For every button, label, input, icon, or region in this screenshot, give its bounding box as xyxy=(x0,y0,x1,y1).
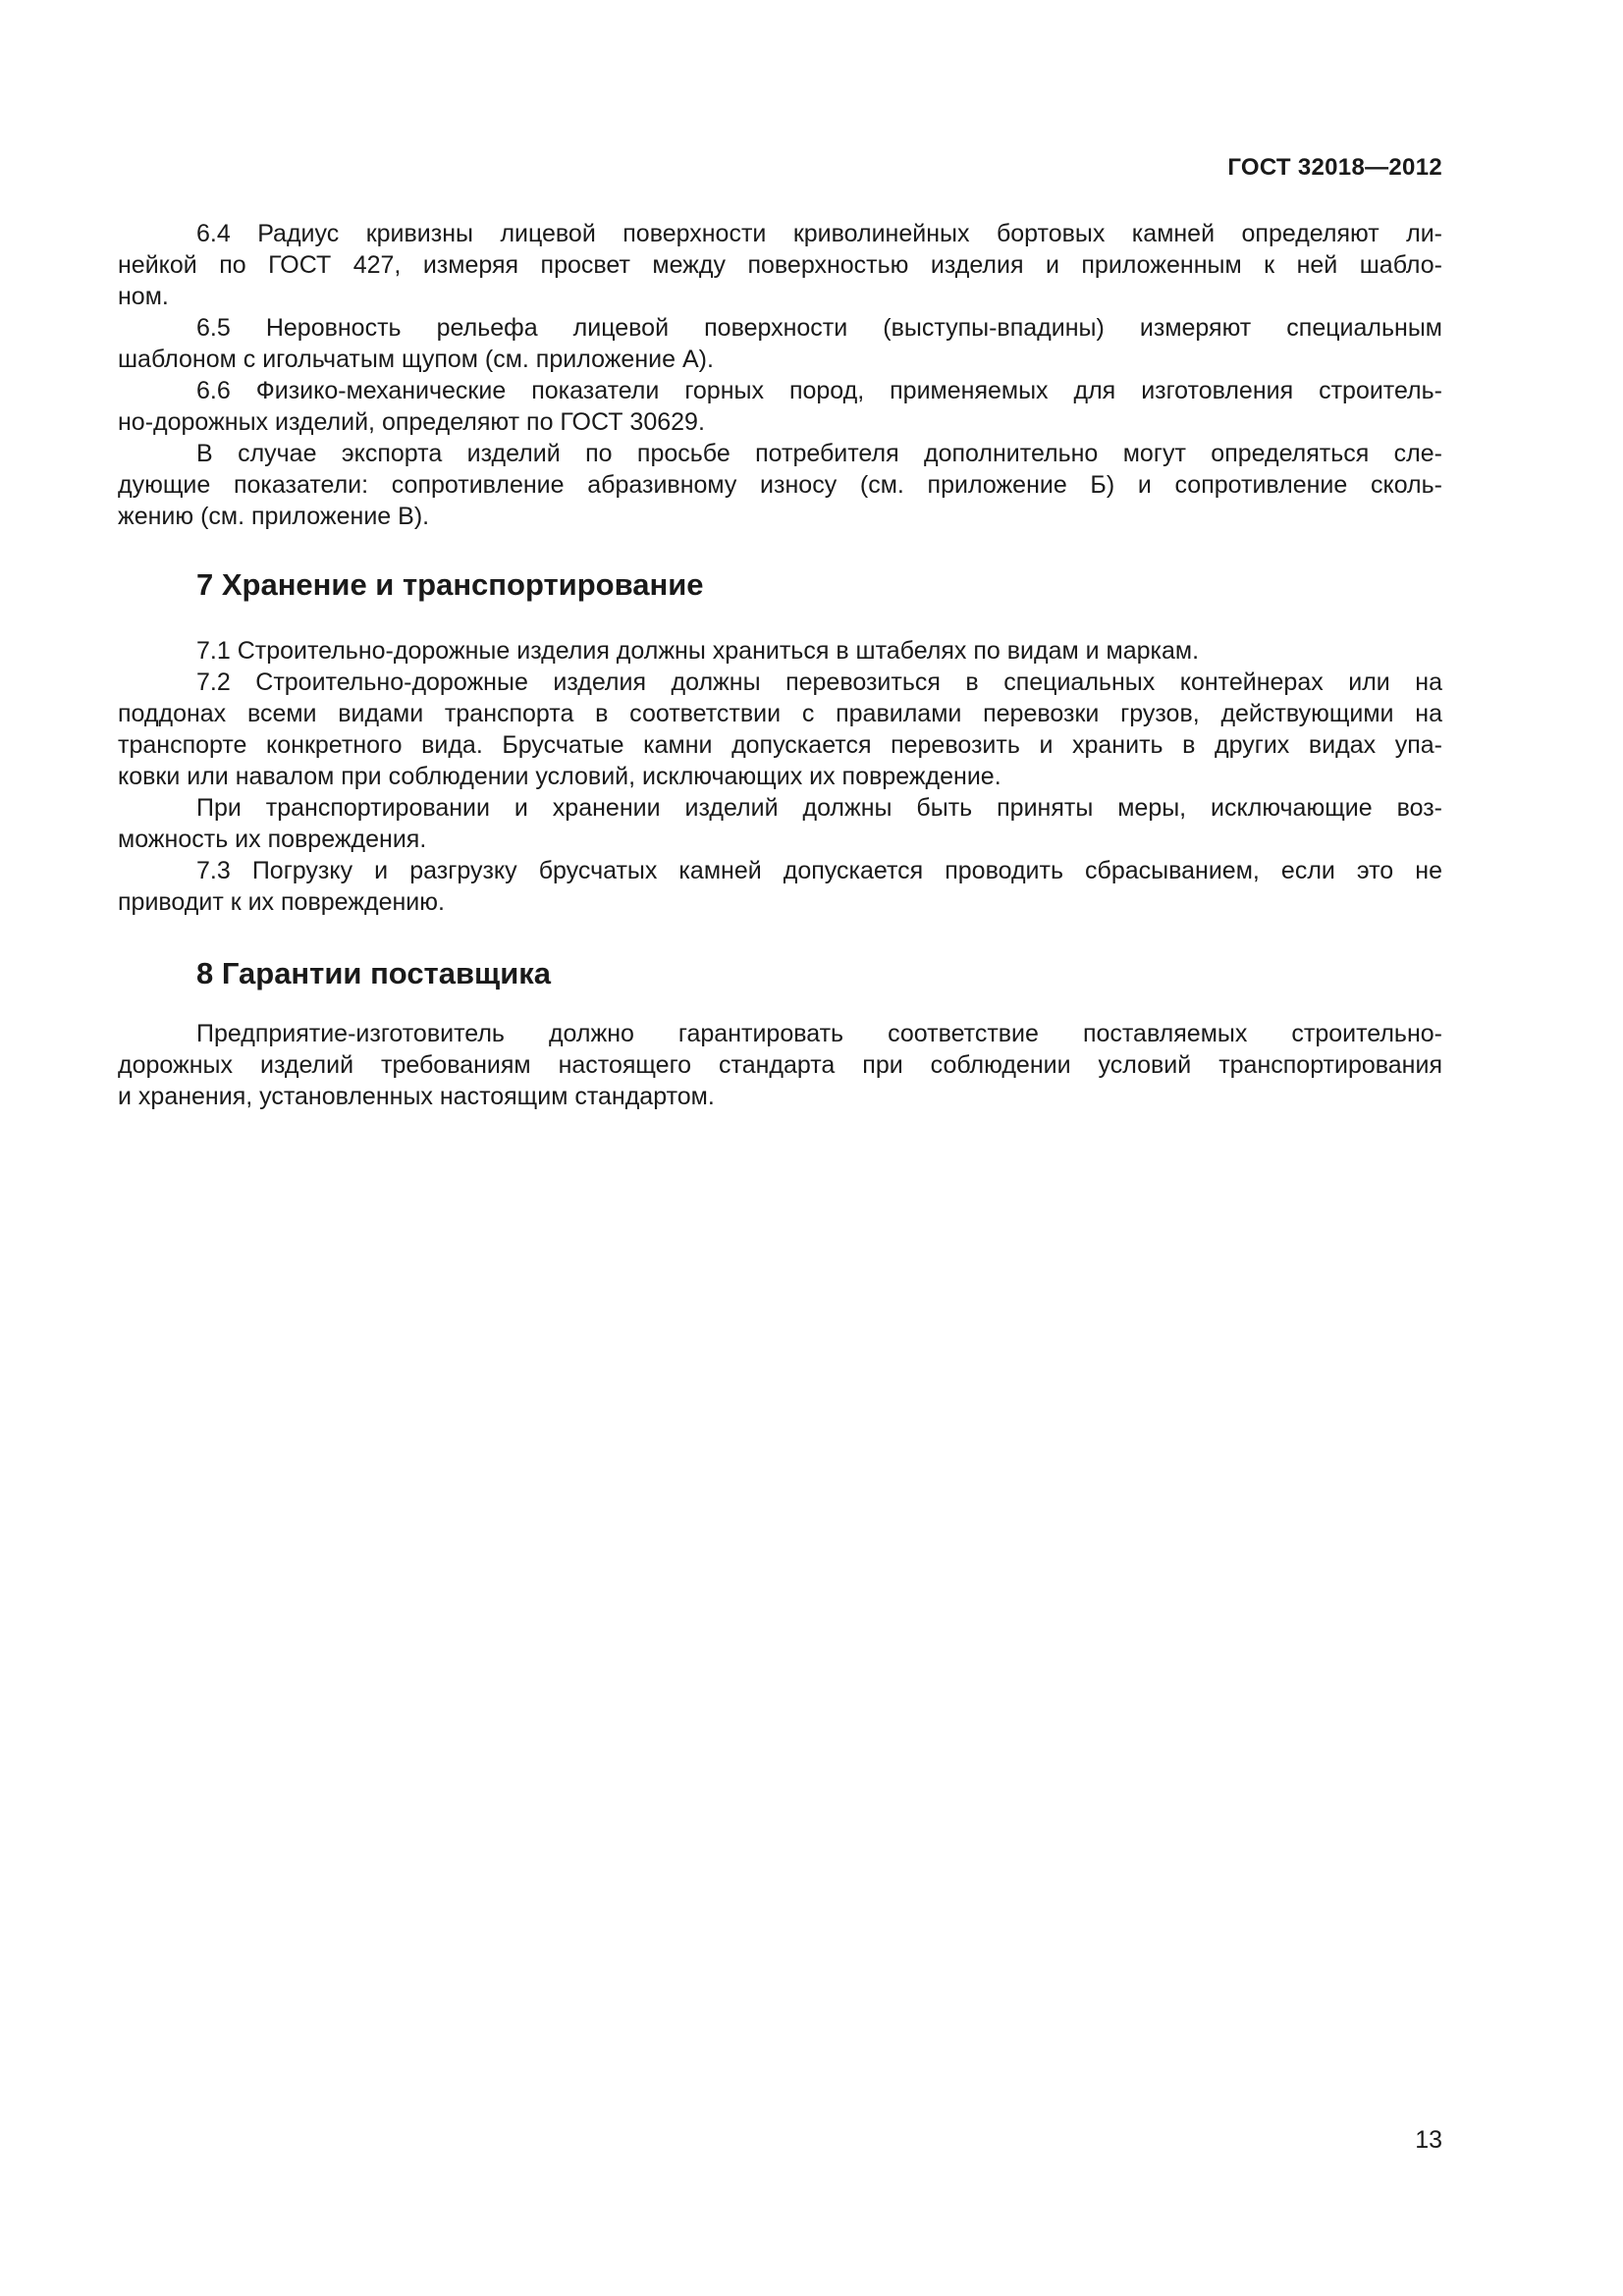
paragraph-6-4 xyxy=(118,218,1442,312)
section-7-heading: 7 Хранение и транспортирование xyxy=(196,567,704,602)
section-8-heading: 8 Гарантии поставщика xyxy=(196,956,552,990)
paragraph-7-3 xyxy=(118,855,1442,918)
text-line: 6.5 Неровность рельефа лицевой поверхности (выступы-впадины) измеряют специальным xyxy=(196,314,1442,342)
text-line: ном. xyxy=(118,283,169,310)
text-line: дующие показатели: сопротивление абразивному износу (см. приложение Б) и сопротивление сколь- xyxy=(118,471,1442,499)
text-line: ковки или навалом при соблюдении условий, исключающих их повреждение. xyxy=(118,763,1001,790)
paragraph-7-1 xyxy=(118,635,1442,667)
text-line: В случае экспорта изделий по просьбе потребителя дополнительно могут определяться сле- xyxy=(196,440,1442,467)
text-line: приводит к их повреждению. xyxy=(118,888,445,916)
text-line: можность их повреждения. xyxy=(118,826,427,853)
paragraph-transport xyxy=(118,792,1442,855)
text-line: транспорте конкретного вида. Брусчатые камни допускается перевозить и хранить в других видах упа- xyxy=(118,731,1442,759)
paragraph-7-2 xyxy=(118,667,1442,792)
section-7-text xyxy=(118,635,1442,918)
text-line: нейкой по ГОСТ 427, измеряя просвет между поверхностью изделия и приложенным к ней шабло- xyxy=(118,251,1442,279)
text-line: дорожных изделий требованиям настоящего стандарта при соблюдении условий транспортирования xyxy=(118,1051,1442,1079)
page-number: 13 xyxy=(1415,2126,1442,2154)
paragraph-6-5 xyxy=(118,312,1442,375)
text-line: 6.6 Физико-механические показатели горных пород, применяемых для изготовления строитель- xyxy=(196,377,1442,404)
text-line: 7.1 Строительно-дорожные изделия должны храниться в штабелях по видам и маркам. xyxy=(196,637,1200,665)
text-line: Предприятие-изготовитель должно гарантировать соответствие поставляемых строительно- xyxy=(196,1020,1442,1047)
paragraph-8 xyxy=(118,1018,1442,1112)
paragraph-export xyxy=(118,438,1442,532)
section-8-text xyxy=(118,1018,1442,1112)
text-line: 6.4 Радиус кривизны лицевой поверхности криволинейных бортовых камней определяют ли- xyxy=(196,220,1442,247)
text-line: При транспортировании и хранении изделий должны быть приняты меры, исключающие воз- xyxy=(196,794,1442,822)
text-line: 7.3 Погрузку и разгрузку брусчатых камней допускается проводить сбрасыванием, если это не xyxy=(196,857,1442,884)
section-6-text xyxy=(118,218,1442,532)
text-line: шаблоном с игольчатым щупом (см. приложение А). xyxy=(118,346,714,373)
text-line: жению (см. приложение В). xyxy=(118,503,430,530)
text-line: поддонах всеми видами транспорта в соответствии с правилами перевозки грузов, действующими на xyxy=(118,700,1442,727)
text-line: 7.2 Строительно-дорожные изделия должны перевозиться в специальных контейнерах или на xyxy=(196,668,1442,696)
text-line: но-дорожных изделий, определяют по ГОСТ 30629. xyxy=(118,408,705,436)
text-line: и хранения, установленных настоящим стандартом. xyxy=(118,1083,715,1110)
document-header: ГОСТ 32018—2012 xyxy=(1227,154,1442,181)
paragraph-6-6 xyxy=(118,375,1442,438)
